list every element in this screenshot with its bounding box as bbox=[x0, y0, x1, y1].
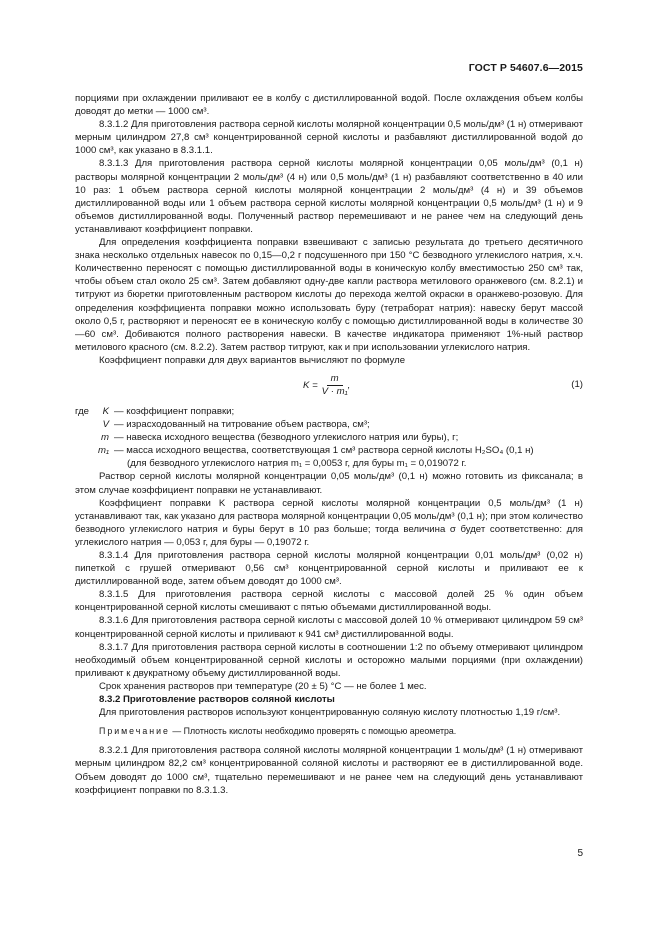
definition-row bbox=[75, 405, 583, 418]
page-number: 5 bbox=[577, 848, 583, 859]
paragraph-correction-method: Для определения коэффициента поправки взвешивают с записью результата до третьего десятичного знака несколько отдельных навесок по 0,15—0,2 г подсушенного при 150 °С безводного углекислого натрия, х.ч. Количественно переносят с помощью дистиллированной воды в коническую колбу вместимостью 250 см³ так, чтобы объем стал около 25 см³. Затем добавляют одну-две капли раствора метилового оранжевого (см. 8.2.1) и титруют из бюретки приготовленным раствором кислоты до перехода желтой окраски в оранжево-розовую. Для определения коэффициента поправки можно использовать буру (тетраборат натрия): навеску берут массой около 0,5 г, растворяют и переносят ее в коническую колбу с помощью дистиллированной воды в количестве 30—60 см³. Добиваются полного растворения навески. В качестве индикатора применяют 1%-ный раствор метилового красного (см. 8.2.2). Затем раствор титруют, как и при использовании углекислого натрия. bbox=[75, 237, 583, 353]
definition-symbol: K bbox=[102, 405, 109, 417]
definitions-list bbox=[75, 405, 583, 470]
paragraph-8-3-1-5: 8.3.1.5 Для приготовления раствора серной кислоты с массовой долей 25 % один объем концентрированной серной кислоты смешивают с пятью объемами дистиллированной воды. bbox=[75, 589, 583, 614]
paragraph-8-3-1-2: 8.3.1.2 Для приготовления раствора серной кислоты молярной концентрации 0,5 моль/дм³ (1 н) отмеривают мерным цилиндром 27,8 см³ концентрированной серной кислоты и разбавляют дистиллированной водой до 1000 см³, как указано в 8.3.1.1. bbox=[75, 119, 583, 157]
document-code-header: ГОСТ Р 54607.6—2015 bbox=[468, 62, 583, 74]
paragraph-8-3-1-7: 8.3.1.7 Для приготовления раствора серной кислоты в соотношении 1:2 по объему отмеривают цилиндром необходимый объем концентрированной серной кислоты и осторожно малыми порциями (при охлаждении) приливают к двукратному объему дистиллированной воды. bbox=[75, 641, 583, 679]
section-heading-8-3-2: 8.3.2 Приготовление растворов соляной кислоты bbox=[99, 694, 335, 706]
definition-symbol: V bbox=[102, 419, 109, 431]
document-body bbox=[75, 92, 583, 797]
definition-symbol: m₁ bbox=[97, 445, 109, 457]
paragraph-8-3-1-6: 8.3.1.6 Для приготовления раствора серной кислоты с массовой долей 10 % отмеривают цилиндром 59 см³ концентрированной серной кислоты и приливают к 941 см³ дистиллированной воды. bbox=[75, 615, 583, 640]
formula-numerator: m bbox=[327, 373, 343, 386]
formula-block bbox=[75, 369, 583, 403]
where-label: где bbox=[75, 405, 90, 417]
definition-continuation: (для безводного углекислого натрия m₁ = 0,0053 г, для буры m₁ = 0,019072 г. bbox=[127, 458, 467, 470]
definition-symbol: m bbox=[101, 432, 109, 444]
definition-text: — масса исходного вещества, соответствующая 1 см³ раствора серной кислоты H₂SO₄ (0,1 н) bbox=[114, 445, 534, 457]
paragraph-fixanal: Раствор серной кислоты молярной концентрации 0,05 моль/дм³ (0,1 н) можно готовить из фиксанала; в этом случае коэффициент поправки не устанавливают. bbox=[75, 471, 583, 496]
definition-row bbox=[75, 444, 583, 457]
definition-text: — израсходованный на титрование объем раствора, см³; bbox=[114, 419, 370, 431]
paragraph-hcl: Для приготовления растворов используют концентрированную соляную кислоту плотностью 1,19 г/см³. bbox=[99, 707, 561, 719]
equation-number: (1) bbox=[571, 378, 583, 390]
note-text: — Плотность кислоты необходимо проверять с помощью ареометра. bbox=[172, 726, 457, 737]
paragraph-continuation: порциями при охлаждении приливают ее в колбу с дистиллированной водой. После охлаждения объем колбы доводят до метки — 1000 см³. bbox=[75, 93, 583, 118]
definition-text: — навеска исходного вещества (безводного углекислого натрия или буры), г; bbox=[114, 432, 459, 444]
paragraph-8-3-2-1: 8.3.2.1 Для приготовления раствора соляной кислоты молярной концентрации 1 моль/дм³ (1 н) отмеривают мерным цилиндром 82,2 см³ концентрированной соляной кислоты и растворяют ее в дистиллированной воде. Объем доводят до 1000 см³, тщательно перемешивают и не ранее чем на следующий день устанавливают коэффициент поправки по 8.3.1.3. bbox=[75, 745, 583, 796]
paragraph-formula-intro: Коэффициент поправки для двух вариантов вычисляют по формуле bbox=[99, 354, 406, 366]
paragraph-correction-05: Коэффициент поправки K раствора серной кислоты молярной концентрации 0,5 моль/дм³ (1 н) устанавливают так, как указано для раствора молярной концентрации 0,05 моль/дм³ (0,1 н); при этом количество безводного углекислого натрия и буры берут в 10 раз больше; тогда величина σ будет соответственно: для углекислого натрия — 0,053 г, для буры — 0,19072 г. bbox=[75, 497, 583, 548]
paragraph-8-3-1-3: 8.3.1.3 Для приготовления раствора серной кислоты молярной концентрации 0,05 моль/дм³ (0,1 н) растворы молярной концентрации 2 моль/дм³ (4 н) или 0,5 моль/дм³ (1 н) разбавляют соответственно в 40 или 10 раз: 1 объем раствора серной кислоты молярной концентрации 2 моль/дм³ (4 н) и 39 объемов дистиллированной воды или 1 объем раствора серной кислоты молярной концентрации 0,5 моль/дм³ (1 н) и 9 объемов дистиллированной воды. Полученный раствор перемешивают и не ранее чем на следующий день устанавливают коэффициент поправки. bbox=[75, 158, 583, 235]
formula-tail: , bbox=[347, 379, 351, 391]
formula-lhs: K = bbox=[303, 379, 318, 391]
note-label: Примечание bbox=[99, 726, 170, 737]
formula-fraction bbox=[322, 373, 348, 398]
definition-row bbox=[75, 431, 583, 444]
paragraph-8-3-1-4: 8.3.1.4 Для приготовления раствора серной кислоты молярной концентрации 0,01 моль/дм³ (0,02 н) пипеткой с грушей отмеривают 0,56 см³ концентрированной серной кислоты и приливают ее к дистиллированной воде, затем объем доводят до 1000 см³. bbox=[75, 550, 583, 588]
definition-row bbox=[75, 418, 583, 431]
formula-denominator: V · m₁ bbox=[321, 385, 348, 397]
formula-expression bbox=[303, 373, 350, 398]
paragraph-storage: Срок хранения растворов при температуре (20 ± 5) °С — не более 1 мес. bbox=[99, 680, 427, 692]
definition-text: — коэффициент поправки; bbox=[114, 405, 235, 417]
note bbox=[75, 725, 583, 738]
